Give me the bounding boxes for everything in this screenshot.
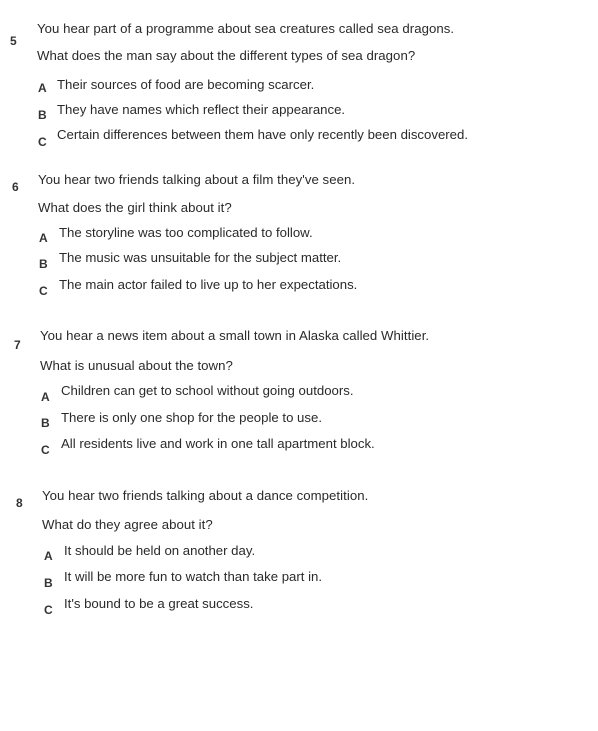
option-text-a: The storyline was too complicated to follow. [59,225,313,240]
option-letter-a: A [44,549,53,563]
option-text-a: It should be held on another day. [64,543,256,558]
option-text-b: The music was unsuitable for the subject matter. [59,250,342,265]
option-letter-b: B [41,416,50,430]
question-prompt: You hear two friends talking about a dance competition. [42,488,369,503]
question-number: 7 [14,338,21,352]
option-letter-c: C [41,443,50,457]
option-letter-b: B [39,257,48,271]
option-text-b: It will be more fun to watch than take part in. [64,569,323,584]
option-letter-a: A [41,390,50,404]
question-text: What is unusual about the town? [40,358,233,373]
option-letter-c: C [39,284,48,298]
question-number: 6 [12,180,19,194]
option-text-c: All residents live and work in one tall apartment block. [61,436,375,451]
question-prompt: You hear two friends talking about a film they've seen. [38,172,356,187]
option-text-c: It's bound to be a great success. [64,596,254,611]
question-prompt: You hear part of a programme about sea creatures called sea dragons. [37,21,455,36]
option-letter-a: A [38,81,47,95]
question-text: What does the girl think about it? [38,200,232,215]
question-prompt: You hear a news item about a small town in Alaska called Whittier. [40,328,430,343]
option-text-b: There is only one shop for the people to use. [61,410,322,425]
option-text-b: They have names which reflect their appearance. [57,102,346,117]
question-text: What do they agree about it? [42,517,213,532]
option-letter-c: C [44,603,53,617]
question-text: What does the man say about the different types of sea dragon? [37,48,416,63]
option-letter-b: B [38,108,47,122]
option-text-a: Children can get to school without going outdoors. [61,383,354,398]
option-letter-c: C [38,135,47,149]
question-number: 5 [10,34,17,48]
option-letter-b: B [44,576,53,590]
option-text-a: Their sources of food are becoming scarcer. [57,77,315,92]
option-text-c: Certain differences between them have only recently been discovered. [57,127,469,142]
option-letter-a: A [39,231,48,245]
question-number: 8 [16,496,23,510]
option-text-c: The main actor failed to live up to her expectations. [59,277,358,292]
